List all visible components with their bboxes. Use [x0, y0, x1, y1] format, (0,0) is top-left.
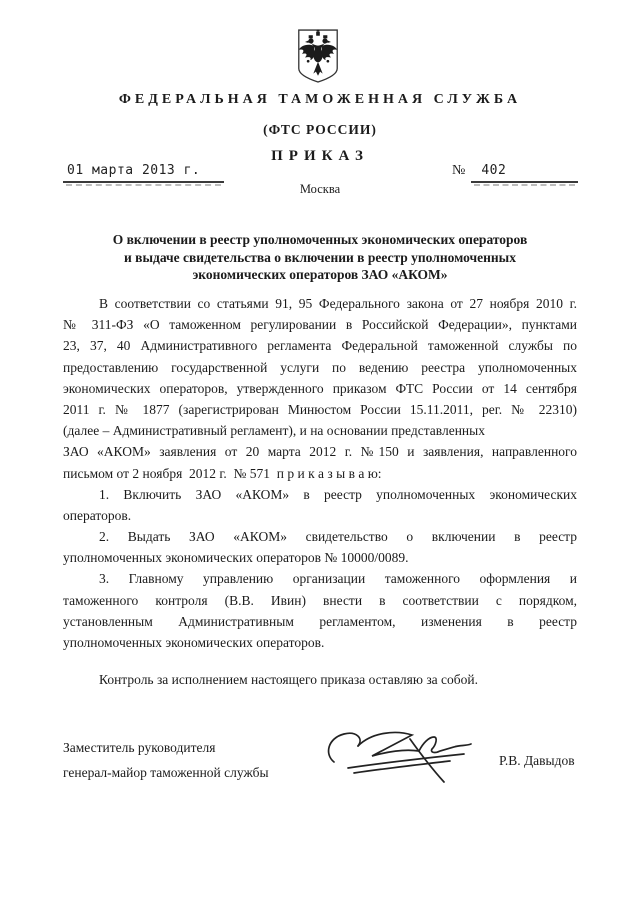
- body-line: (далее – Административный регламент), и на основании представленных: [63, 423, 485, 439]
- body-line: 2011 г. № 1877 (зарегистрирован Минюстом России 15.11.2011, рег. № 22310): [63, 401, 577, 417]
- body-line: экономических операторов, утвержденного приказом ФТС России от 14 сентября: [63, 380, 577, 396]
- coat-of-arms-icon: [296, 29, 340, 83]
- document-date: 01 марта 2013 г.: [63, 163, 224, 183]
- org-short-name: (ФТС РОССИИ): [263, 122, 377, 137]
- body-line: предоставлению государственной услуги по ведению реестра уполномоченных: [63, 359, 577, 375]
- body-line: таможенного контроля (В.В. Ивин) внести в соответствии с порядком,: [63, 592, 577, 608]
- org-name: ФЕДЕРАЛЬНАЯ ТАМОЖЕННАЯ СЛУЖБА: [118, 92, 522, 107]
- signer-position-line: Заместитель руководителя: [63, 740, 216, 755]
- control-statement: Контроль за исполнением настоящего приказа оставляю за собой.: [99, 672, 478, 687]
- document-number-group: [452, 163, 578, 183]
- document-type-heading: ПРИКАЗ: [271, 148, 369, 164]
- body-line: 23, 37, 40 Административного регламента Федеральной таможенной службы по: [63, 338, 577, 354]
- document-title: [0, 231, 640, 284]
- signer-position: [63, 736, 269, 785]
- body-line: 3. Главному управлению организации таможенного оформления и: [99, 571, 577, 587]
- handwritten-signature-icon: [322, 726, 482, 790]
- document-body: [63, 293, 577, 653]
- body-line: В соответствии со статьями 91, 95 Федерального закона от 27 ноября 2010 г.: [99, 296, 577, 311]
- body-line: письмом от 2 ноября 2012 г. № 571 п р и к а з ы в а ю:: [63, 465, 382, 481]
- document-number: 402: [471, 163, 578, 183]
- signer-name: Р.В. Давыдов: [499, 753, 575, 768]
- number-sign: №: [452, 163, 466, 178]
- body-line: 2. Выдать ЗАО «АКОМ» свидетельство о включении в реестр: [99, 529, 577, 545]
- title-line: и выдаче свидетельства о включении в реестр уполномоченных: [124, 249, 516, 265]
- body-line: операторов.: [63, 507, 132, 523]
- body-line: установленным Административным регламентом, изменения в реестр: [63, 613, 577, 629]
- body-line: уполномоченных экономических операторов № 10000/0089.: [63, 550, 409, 566]
- body-line: ЗАО «АКОМ» заявления от 20 марта 2012 г. №150 и заявления, направленного: [63, 444, 577, 460]
- body-line: 1. Включить ЗАО «АКОМ» в реестр уполномоченных экономических: [99, 486, 577, 502]
- title-line: О включении в реестр уполномоченных экономических операторов: [112, 232, 528, 247]
- body-line: № 311-ФЗ «О таможенном регулировании в Российской Федерации», пунктами: [63, 317, 577, 333]
- title-line: экономических операторов ЗАО «АКОМ»: [192, 267, 448, 282]
- signer-position-line: генерал-майор таможенной службы: [63, 764, 269, 780]
- body-line: уполномоченных экономических операторов.: [63, 635, 325, 650]
- city-label: Москва: [299, 182, 341, 196]
